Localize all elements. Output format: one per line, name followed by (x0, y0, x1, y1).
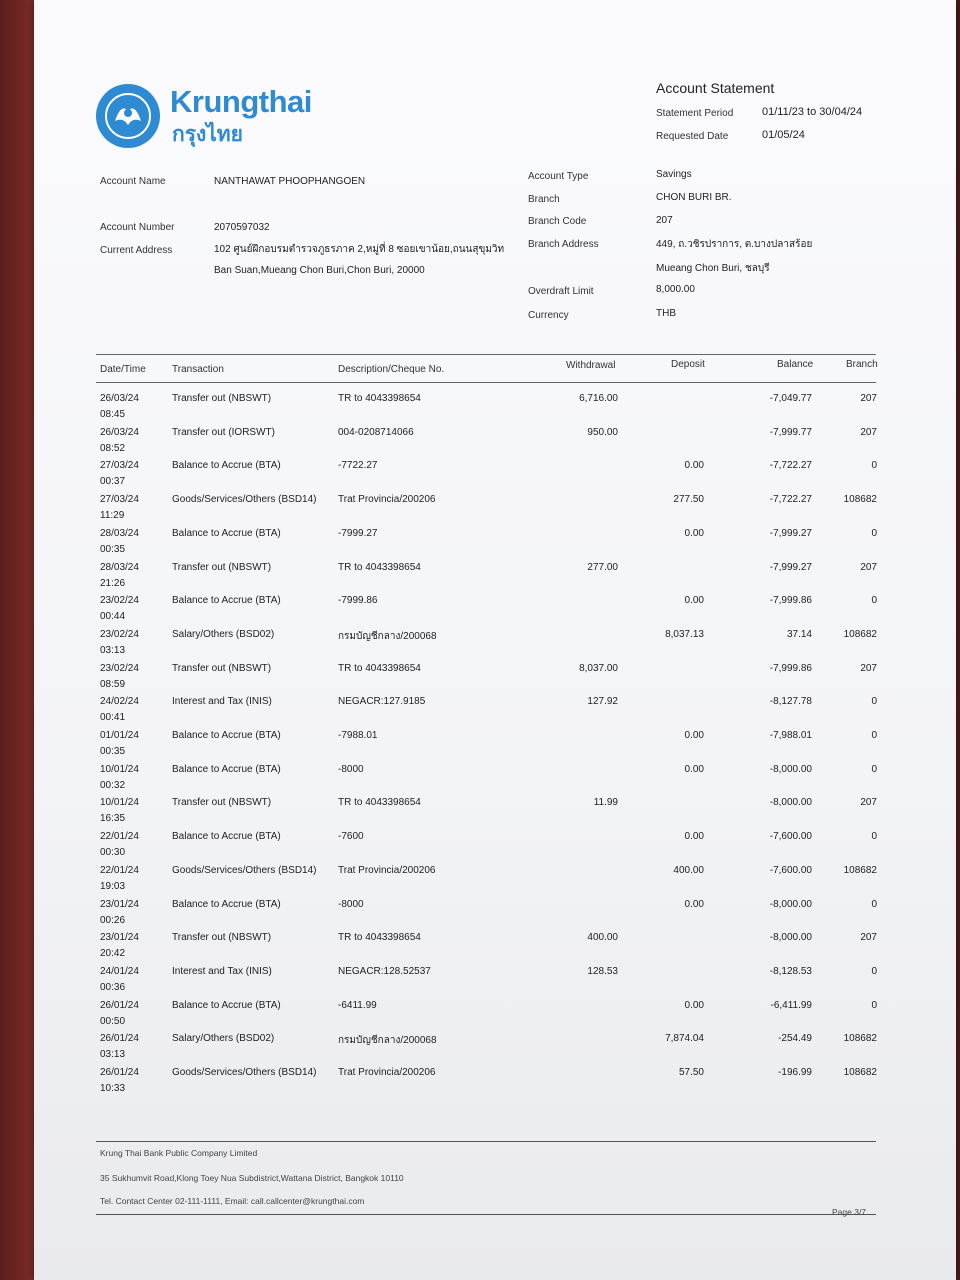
cell-branch: 0 (871, 965, 877, 977)
cell-description: TR to 4043398654 (338, 561, 421, 573)
cell-branch: 207 (860, 797, 877, 809)
cell-branch: 0 (871, 527, 877, 539)
cell-time: 10:33 (100, 1083, 126, 1094)
cell-balance: -7,600.00 (769, 831, 812, 843)
cell-deposit: 0.00 (684, 595, 704, 607)
cell-time: 00:35 (100, 543, 126, 555)
cell-date: 26/03/24 (100, 426, 139, 438)
cell-description: TR to 4043398654 (338, 393, 421, 404)
cell-transaction: Balance to Accrue (BTA) (172, 460, 281, 472)
cell-transaction: Balance to Accrue (BTA) (172, 595, 281, 607)
cell-time: 16:35 (100, 813, 126, 825)
cell-transaction: Balance to Accrue (BTA) (172, 763, 281, 775)
cell-branch: 207 (860, 426, 877, 438)
branch-value: CHON BURI BR. (656, 192, 732, 203)
currency-value: THB (656, 308, 676, 319)
cell-transaction: Transfer out (NBSWT) (172, 561, 272, 573)
cell-balance: -7,049.77 (769, 393, 812, 404)
cell-time: 21:26 (100, 577, 126, 589)
branch-code-label: Branch Code (528, 216, 587, 227)
cell-transaction: Balance to Accrue (BTA) (172, 730, 281, 741)
cell-time: 00:30 (100, 847, 126, 859)
cell-balance: -8,000.00 (769, 932, 812, 944)
cell-withdrawal: 6,716.00 (579, 393, 618, 404)
cell-branch: 108682 (843, 494, 877, 506)
cell-date: 23/01/24 (100, 898, 139, 910)
cell-description: -7999.27 (338, 527, 378, 539)
cell-time: 00:36 (100, 981, 126, 993)
cell-transaction: Balance to Accrue (BTA) (172, 999, 281, 1011)
cell-description: -7600 (338, 831, 364, 843)
statement-period-label: Statement Period (656, 108, 734, 119)
cell-date: 26/01/24 (100, 1067, 139, 1078)
cell-deposit: 7,874.04 (665, 1033, 704, 1045)
requested-date-label: Requested Date (656, 131, 729, 142)
table-top-rule (96, 354, 876, 355)
cell-date: 28/03/24 (100, 561, 139, 573)
cell-transaction: Balance to Accrue (BTA) (172, 898, 281, 910)
cell-transaction: Transfer out (NBSWT) (172, 662, 272, 674)
cell-description: TR to 4043398654 (338, 662, 421, 674)
cell-transaction: Interest and Tax (INIS) (172, 696, 272, 708)
cell-time: 00:37 (100, 476, 126, 488)
account-type-value: Savings (656, 169, 692, 180)
cell-description: -7988.01 (338, 730, 378, 741)
statement-title: Account Statement (656, 80, 775, 96)
cell-balance: -8,000.00 (769, 763, 812, 775)
cell-date: 22/01/24 (100, 831, 139, 843)
cell-date: 27/03/24 (100, 494, 139, 506)
cell-time: 00:41 (100, 712, 126, 724)
cell-description: TR to 4043398654 (338, 932, 421, 944)
branch-code-value: 207 (656, 215, 673, 226)
account-name-label: Account Name (100, 176, 166, 187)
cell-description: -7722.27 (338, 460, 378, 472)
cell-balance: -7,600.00 (769, 864, 812, 876)
cell-date: 23/02/24 (100, 662, 139, 674)
cell-withdrawal: 950.00 (587, 426, 618, 438)
cell-transaction: Goods/Services/Others (BSD14) (172, 864, 317, 876)
cell-time: 19:03 (100, 880, 126, 892)
cell-deposit: 0.00 (684, 527, 704, 539)
cell-balance: -7,988.01 (769, 730, 812, 741)
cell-balance: -8,128.53 (769, 965, 812, 977)
cell-description: Trat Provincia/200206 (338, 1067, 436, 1078)
cell-balance: -7,999.27 (769, 527, 812, 539)
cell-branch: 207 (860, 662, 877, 674)
cell-deposit: 400.00 (673, 864, 704, 876)
cell-branch: 207 (860, 393, 877, 404)
cell-branch: 0 (871, 831, 877, 843)
cell-deposit: 57.50 (678, 1067, 704, 1078)
cell-balance: -7,999.86 (769, 662, 812, 674)
footer-address: 35 Sukhumvit Road,Klong Toey Nua Subdistrict,Wattana District, Bangkok 10110 (100, 1173, 404, 1183)
cell-branch: 108682 (843, 864, 877, 876)
cell-time: 11:29 (100, 510, 125, 522)
cell-balance: -8,127.78 (769, 696, 812, 708)
cell-transaction: Transfer out (NBSWT) (172, 797, 272, 809)
overdraft-limit-label: Overdraft Limit (528, 286, 594, 297)
cell-time: 00:35 (100, 746, 126, 757)
cell-time: 00:50 (100, 1015, 126, 1027)
cell-deposit: 0.00 (684, 831, 704, 843)
requested-date-value: 01/05/24 (762, 129, 805, 141)
cell-date: 28/03/24 (100, 527, 139, 539)
cell-balance: -6,411.99 (770, 999, 812, 1011)
cell-branch: 0 (871, 898, 877, 910)
cell-date: 26/03/24 (100, 393, 139, 404)
cell-balance: -7,722.27 (769, 494, 812, 506)
cell-branch: 0 (871, 730, 877, 741)
cell-time: 20:42 (100, 948, 126, 960)
cell-date: 01/01/24 (100, 730, 139, 741)
cell-transaction: Salary/Others (BSD02) (172, 628, 275, 640)
cell-date: 24/01/24 (100, 965, 139, 977)
statement-period-value: 01/11/23 to 30/04/24 (762, 106, 863, 118)
cell-balance: 37.14 (786, 628, 812, 640)
cell-time: 08:59 (100, 678, 126, 690)
cell-balance: -7,999.77 (769, 426, 812, 438)
cell-balance: -196.99 (778, 1067, 812, 1078)
table-header-rule (96, 382, 876, 383)
cell-transaction: Transfer out (NBSWT) (172, 932, 272, 944)
col-header-description: Description/Cheque No. (338, 364, 445, 375)
account-number-value: 2070597032 (214, 222, 270, 233)
cell-withdrawal: 400.00 (587, 932, 618, 944)
cell-withdrawal: 277.00 (587, 561, 618, 573)
cell-date: 24/02/24 (100, 696, 139, 708)
cell-description: กรมบัญชีกลาง/200068 (338, 630, 437, 642)
cell-time: 08:52 (100, 442, 126, 454)
cell-description: NEGACR:128.52537 (338, 965, 431, 977)
cell-branch: 108682 (843, 628, 877, 640)
cell-balance: -8,000.00 (769, 898, 812, 910)
cell-time: 03:13 (100, 1049, 126, 1061)
cell-deposit: 0.00 (684, 460, 704, 472)
cell-branch: 108682 (843, 1067, 877, 1078)
cell-branch: 0 (871, 763, 877, 775)
cell-time: 00:44 (100, 611, 126, 623)
cell-withdrawal: 128.53 (587, 965, 618, 977)
cell-withdrawal: 11.99 (593, 797, 618, 809)
cell-transaction: Goods/Services/Others (BSD14) (172, 1067, 317, 1078)
footer-top-rule (96, 1141, 876, 1142)
footer-company: Krung Thai Bank Public Company Limited (100, 1148, 258, 1158)
cell-branch: 0 (871, 460, 877, 472)
col-header-date: Date/Time (100, 364, 146, 375)
cell-transaction: Balance to Accrue (BTA) (172, 527, 281, 539)
account-name-value: NANTHAWAT PHOOPHANGOEN (214, 176, 366, 187)
cell-transaction: Goods/Services/Others (BSD14) (172, 494, 317, 506)
currency-label: Currency (528, 310, 569, 321)
cell-date: 23/01/24 (100, 932, 139, 944)
cell-balance: -7,722.27 (769, 460, 812, 472)
cell-deposit: 0.00 (684, 730, 704, 741)
cell-balance: -8,000.00 (769, 797, 812, 809)
cell-date: 26/01/24 (100, 999, 139, 1011)
col-header-branch: Branch (846, 359, 878, 370)
cell-date: 23/02/24 (100, 628, 139, 640)
brand-name-th: กรุงไทย (172, 123, 243, 146)
krungthai-logo-icon (96, 84, 160, 148)
cell-deposit: 0.00 (684, 763, 704, 775)
cell-date: 23/02/24 (100, 595, 139, 607)
cell-time: 08:45 (100, 409, 126, 420)
branch-label: Branch (528, 194, 560, 205)
cell-deposit: 277.50 (673, 494, 704, 506)
account-type-label: Account Type (528, 171, 589, 182)
cell-description: กรมบัญชีกลาง/200068 (338, 1035, 437, 1047)
cell-time: 00:32 (100, 779, 126, 791)
cell-transaction: Salary/Others (BSD02) (172, 1033, 275, 1045)
cell-deposit: 0.00 (684, 999, 704, 1011)
cell-branch: 207 (860, 932, 877, 944)
cell-withdrawal: 8,037.00 (579, 662, 618, 674)
address-line-1: 102 ศูนย์ฝึกอบรมตำรวจภูธรภาค 2,หมู่ที่ 8 ซอยเขาน้อย,ถนนสุขุมวิท (214, 244, 505, 255)
col-header-deposit: Deposit (671, 359, 705, 370)
col-header-balance: Balance (777, 359, 814, 370)
cell-date: 27/03/24 (100, 460, 139, 472)
footer-page-number: Page 3/7 (832, 1207, 867, 1217)
cell-date: 22/01/24 (100, 864, 139, 876)
cell-balance: -7,999.27 (769, 561, 812, 573)
cell-time: 00:26 (100, 914, 126, 926)
footer-bottom-rule (96, 1214, 876, 1215)
account-number-label: Account Number (100, 222, 175, 233)
cell-description: NEGACR:127.9185 (338, 696, 426, 708)
cell-description: Trat Provincia/200206 (338, 494, 436, 506)
cell-description: TR to 4043398654 (338, 797, 421, 809)
brand-name-en: Krungthai (170, 84, 312, 119)
branch-address-line-1: 449, ถ.วชิรปราการ, ต.บางปลาสร้อย (656, 239, 813, 250)
cell-withdrawal: 127.92 (587, 696, 618, 708)
cell-deposit: 0.00 (684, 898, 704, 910)
cell-branch: 0 (871, 595, 877, 607)
cell-date: 10/01/24 (100, 797, 139, 809)
col-header-transaction: Transaction (172, 364, 224, 375)
footer-contact: Tel. Contact Center 02-111-1111, Email: call.callcenter@krungthai.com (100, 1196, 365, 1206)
cell-transaction: Interest and Tax (INIS) (172, 965, 272, 977)
address-line-2: Ban Suan,Mueang Chon Buri,Chon Buri, 20000 (214, 265, 425, 276)
branch-address-label: Branch Address (528, 239, 599, 250)
cell-branch: 0 (871, 696, 877, 708)
cell-description: 004-0208714066 (338, 426, 414, 438)
statement-paper (34, 0, 956, 1280)
cell-balance: -7,999.86 (769, 595, 812, 607)
overdraft-limit-value: 8,000.00 (656, 284, 695, 295)
cell-description: Trat Provincia/200206 (338, 864, 436, 876)
cell-description: -6411.99 (338, 999, 377, 1011)
cell-description: -8000 (338, 898, 364, 910)
cell-transaction: Balance to Accrue (BTA) (172, 831, 281, 843)
branch-address-line-2: Mueang Chon Buri, ชลบุรี (656, 263, 770, 274)
current-address-label: Current Address (100, 245, 173, 256)
cell-date: 26/01/24 (100, 1033, 139, 1045)
col-header-withdrawal: Withdrawal (566, 360, 616, 371)
cell-date: 10/01/24 (100, 763, 139, 775)
cell-description: -7999.86 (338, 595, 378, 607)
cell-balance: -254.49 (778, 1033, 812, 1045)
cell-branch: 207 (860, 561, 877, 573)
cell-description: -8000 (338, 763, 364, 775)
cell-transaction: Transfer out (NBSWT) (172, 393, 272, 404)
cell-transaction: Transfer out (IORSWT) (172, 426, 275, 438)
cell-time: 03:13 (100, 644, 126, 656)
cell-deposit: 8,037.13 (665, 628, 704, 640)
cell-branch: 108682 (843, 1033, 877, 1045)
cell-branch: 0 (871, 999, 877, 1011)
